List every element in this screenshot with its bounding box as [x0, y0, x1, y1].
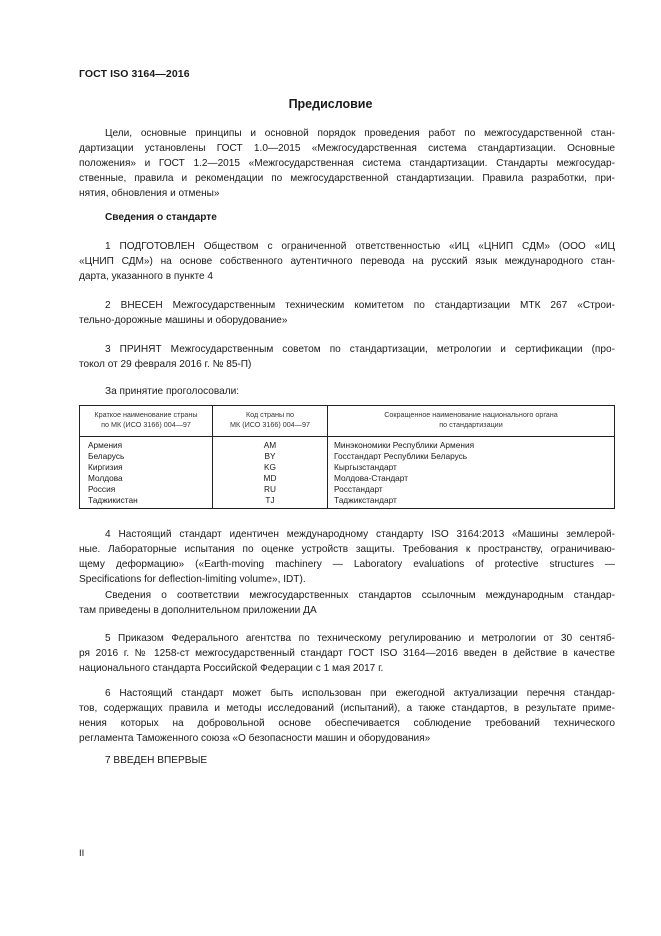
country-cell: Россия: [80, 484, 213, 495]
text-line: тов, содержащих правила и методы исследований (испытаний), а также стандартов, в результате приме-: [79, 703, 615, 715]
code-cell: MD: [213, 473, 328, 484]
table-header-row: [80, 406, 615, 437]
header-line: по МК (ИСО 3166) 004—97: [101, 420, 191, 429]
voted-label: За принятие проголосовали:: [105, 386, 240, 397]
code-cell: RU: [213, 484, 328, 495]
country-cell: Киргизия: [80, 462, 213, 473]
text-line: Сведения о соответствии межгосударственных стандартов ссылочным международным стандар-: [105, 590, 615, 601]
body-cell: Кыргызстандарт: [328, 462, 615, 473]
body-cell: Молдова-Стандарт: [328, 473, 615, 484]
table-row: [80, 473, 615, 484]
text-line: национального стандарта Российской Федерации с 1 мая 2017 г.: [79, 663, 384, 675]
document-code: ГОСТ ISO 3164—2016: [79, 68, 190, 80]
table-row: [80, 451, 615, 462]
header-line: Код страны по: [245, 410, 295, 419]
code-cell: BY: [213, 451, 328, 462]
country-cell: Армения: [80, 437, 213, 452]
text-line: ря 2016 г. № 1258-ст межгосударственный стандарт ГОСТ ISO 3164—2016 введен в действие в качестве: [79, 648, 615, 660]
text-line: ные. Лабораторные испытания по оценке устройств защиты. Требования к пространству, ограничиваю-: [79, 544, 615, 556]
text-line: 3 ПРИНЯТ Межгосударственным советом по стандартизации, метрологии и сертификации (про-: [105, 344, 615, 355]
text-line: тельно-дорожные машины и оборудование»: [79, 315, 288, 327]
header-line: МК (ИСО 3166) 004—97: [230, 420, 310, 429]
column-header-country: [80, 406, 213, 437]
text-line: 4 Настоящий стандарт идентичен международному стандарту ISO 3164:2013 «Машины землерой-: [105, 529, 615, 540]
table-row: [80, 484, 615, 495]
item-6-paragraph: [79, 686, 615, 746]
text-line: «ЦНИП СДМ») на основе собственного аутентичного перевода на русский язык международного стан-: [79, 256, 615, 268]
text-line: 2 ВНЕСЕН Межгосударственным техническим комитетом по стандартизации МТК 267 «Строи-: [105, 300, 615, 311]
intro-paragraph: [79, 126, 615, 201]
header-line: Краткое наименование страны: [94, 410, 198, 419]
text-line: нятия, обновления и отмены»: [79, 188, 220, 200]
column-header-body: [328, 406, 615, 437]
text-line: щему деформацию» («Earth-moving machinery — Laboratory evaluations of protective structures —: [79, 559, 615, 571]
country-cell: Молдова: [80, 473, 213, 484]
table-row: [80, 495, 615, 509]
text-line: нения которых на добровольной основе обеспечивается соблюдение требований технического: [79, 718, 615, 730]
text-line: Specifications for deflection-limiting volume», IDT).: [79, 574, 306, 586]
text-line: Цели, основные принципы и основной порядок проведения работ по межгосударственной стан-: [105, 128, 615, 139]
text-line: дарта, указанного в пункте 4: [79, 271, 214, 283]
text-line: 1 ПОДГОТОВЛЕН Обществом с ограниченной ответственностью «ИЦ «ЦНИП СДМ» (ООО «ИЦ: [105, 241, 615, 252]
body-cell: Таджикстандарт: [328, 495, 615, 509]
table-row: [80, 462, 615, 473]
voting-countries-table: [79, 405, 615, 509]
column-header-code: [213, 406, 328, 437]
text-line: ственные, правила и рекомендации по межгосударственной стандартизации. Правила разработки, при-: [79, 173, 615, 185]
code-cell: TJ: [213, 495, 328, 509]
text-line: регламента Таможенного союза «О безопасности машин и оборудования»: [79, 733, 431, 745]
item-2-paragraph: [79, 298, 615, 328]
page-number: II: [79, 848, 85, 859]
body-cell: Минэкономики Республики Армения: [328, 437, 615, 452]
item-4-references-paragraph: [79, 588, 615, 618]
text-line: там приведены в дополнительном приложении ДА: [79, 605, 317, 617]
item-1-paragraph: [79, 239, 615, 284]
code-cell: KG: [213, 462, 328, 473]
country-cell: Беларусь: [80, 451, 213, 462]
page-title: Предисловие: [288, 97, 373, 111]
item-7: 7 ВВЕДЕН ВПЕРВЫЕ: [105, 755, 208, 766]
table-row: [80, 437, 615, 452]
item-3-paragraph: [79, 342, 615, 372]
text-line: 6 Настоящий стандарт может быть использован при ежегодной актуализации перечня стандар-: [105, 688, 615, 699]
item-4-paragraph: [79, 527, 615, 587]
text-line: дартизации установлены ГОСТ 1.0—2015 «Межгосударственная система стандартизации. Основные: [79, 143, 615, 155]
body-cell: Росстандарт: [328, 484, 615, 495]
item-5-paragraph: [79, 631, 615, 676]
body-cell: Госстандарт Республики Беларусь: [328, 451, 615, 462]
text-line: 5 Приказом Федерального агентства по техническому регулированию и метрологии от 30 сентяб-: [105, 633, 615, 644]
text-line: токол от 29 февраля 2016 г. № 85-П): [79, 359, 252, 371]
country-cell: Таджикистан: [80, 495, 213, 509]
header-line: по стандартизации: [439, 420, 503, 429]
section-heading: Сведения о стандарте: [105, 212, 217, 223]
header-line: Сокращенное наименование национального органа: [384, 410, 558, 419]
code-cell: AM: [213, 437, 328, 452]
text-line: положения» и ГОСТ 1.2—2015 «Межгосударственная система стандартизации. Стандарты межгосудар-: [79, 158, 615, 170]
